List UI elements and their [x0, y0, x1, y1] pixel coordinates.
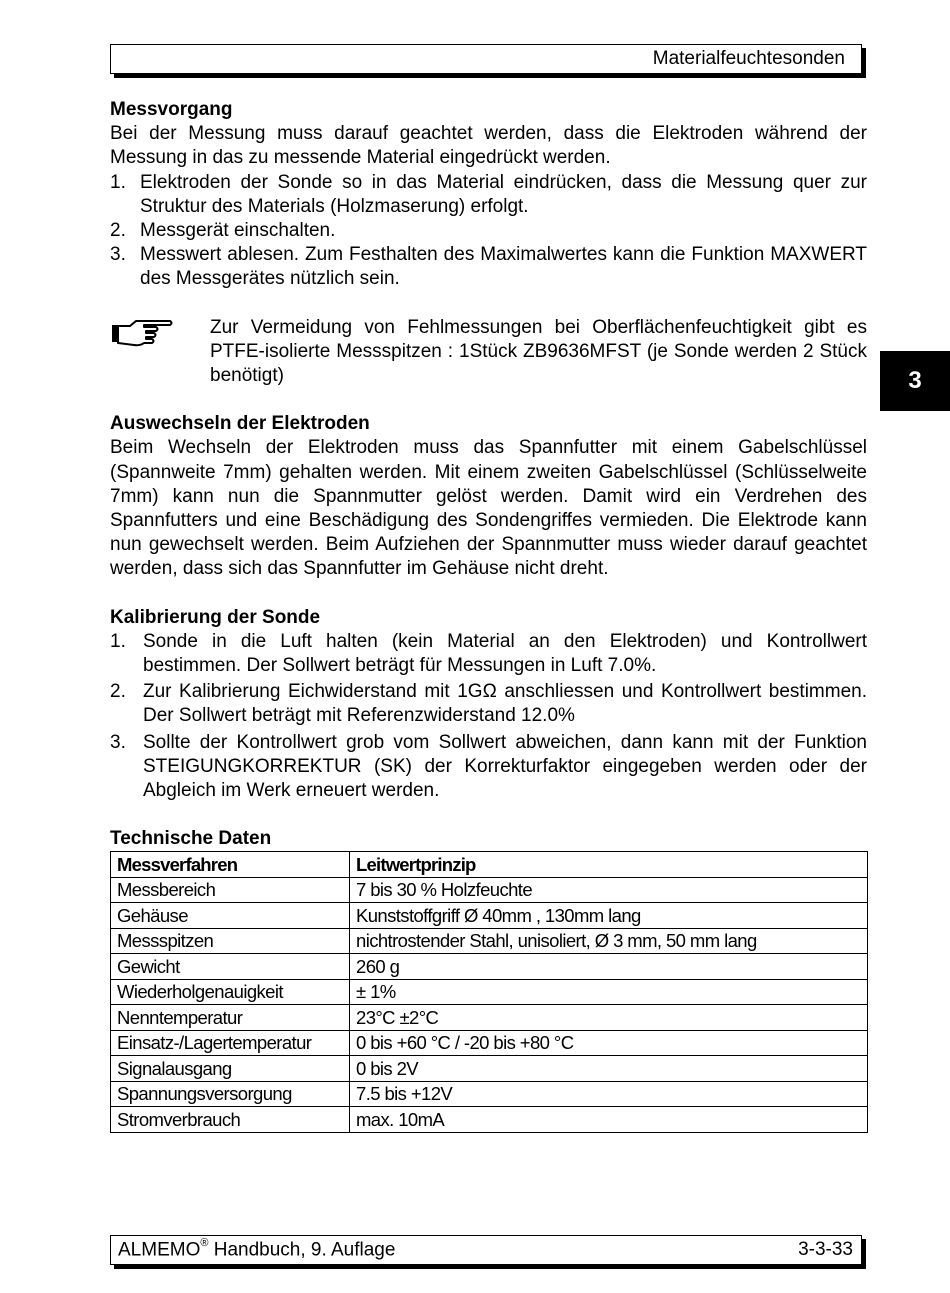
- table-cell-label: Nenntemperatur: [111, 1005, 350, 1031]
- section-heading-messvorgang: Messvorgang: [110, 99, 233, 120]
- table-cell-label: Wiederholgenauigkeit: [111, 979, 350, 1005]
- footer-brand: ALMEMO: [118, 1239, 201, 1261]
- list-number: 3.: [110, 731, 126, 753]
- section-heading-auswechseln: Auswechseln der Elektroden: [110, 413, 370, 435]
- chapter-tab: 3: [880, 351, 950, 411]
- table-cell-label: Gehäuse: [111, 903, 350, 929]
- list-text: Zur Kalibrierung Eichwiderstand mit 1GΩ anschliessen und Kontrollwert bestimmen. Der Sollwert beträgt mit Referenzwiderstand 12.0%: [143, 681, 867, 727]
- list-text: Sonde in die Luft halten (kein Material an den Elektroden) und Kontrollwert bestimmen. Der Sollwert beträgt für Messungen in Luft 7.0%.: [143, 630, 867, 677]
- list-text: Messgerät einschalten.: [140, 220, 336, 242]
- list-item: [110, 630, 867, 678]
- section-heading-kalibrierung: Kalibrierung der Sonde: [110, 606, 321, 628]
- page-header: [110, 44, 862, 74]
- registered-mark: ®: [200, 1237, 209, 1249]
- page-content: [110, 98, 867, 1133]
- list-text: Elektroden der Sonde so in das Material eindrücken, dass die Messung quer zur Struktur des Materials (Holzmaserung) erfolgt.: [140, 171, 867, 217]
- table-cell-label: Messbereich: [111, 877, 350, 903]
- table-header-cell: Leitwertprinzip: [350, 852, 868, 878]
- table-header-row: [111, 852, 868, 878]
- footer-title-text: Handbuch, 9. Auflage: [208, 1239, 396, 1261]
- note-box: [110, 316, 867, 389]
- list-number: 2.: [110, 220, 126, 242]
- table-cell-value: 0 bis 2V: [350, 1056, 868, 1082]
- table-cell-value: 7 bis 30 % Holzfeuchte: [350, 877, 868, 903]
- pointing-hand-icon: [110, 316, 176, 350]
- page-footer: [110, 1235, 862, 1265]
- messvorgang-steps: [110, 171, 867, 292]
- list-item: [110, 243, 867, 291]
- auswechseln-text: Beim Wechseln der Elektroden muss das Spannfutter mit einem Gabelschlüssel (Spannweite 7mm) gehalten werden. Mit einem zweiten Gabelschlüssel (Schlüsselweite 7mm) kann nun die Spannmutter gelöst werden. Damit wird ein Verdrehen des Spannfutters und eine Beschädigung des Sondengriffes vermieden. Die Elektrode kann nun gewechselt werden. Beim Aufziehen der Spannmutter muss wieder darauf geachtet werden, dass sich das Spannfutter im Gehäuse nicht dreht.: [110, 437, 867, 580]
- kalibrierung-steps: [110, 630, 867, 803]
- table-row: [111, 928, 868, 954]
- list-number: 1.: [110, 630, 126, 652]
- table-cell-label: Stromverbrauch: [111, 1107, 350, 1133]
- table-row: [111, 979, 868, 1005]
- list-item: [110, 219, 867, 243]
- messvorgang-intro: Bei der Messung muss darauf geachtet werden, dass die Elektroden während der Messung in das zu messende Material eingedrückt werden.: [110, 123, 867, 169]
- table-cell-label: Spannungsversorgung: [111, 1081, 350, 1107]
- table-row: [111, 1005, 868, 1031]
- section-heading-technische-daten: Technische Daten: [110, 828, 272, 850]
- table-cell-value: 260 g: [350, 954, 868, 980]
- table-row: [111, 877, 868, 903]
- table-cell-value: 0 bis +60 °C / -20 bis +80 °C: [350, 1030, 868, 1056]
- table-cell-label: Einsatz-/Lagertemperatur: [111, 1030, 350, 1056]
- table-row: [111, 903, 868, 929]
- table-cell-value: max. 10mA: [350, 1107, 868, 1133]
- table-row: [111, 1030, 868, 1056]
- table-cell-value: nichtrostender Stahl, unisoliert, Ø 3 mm, 50 mm lang: [350, 928, 868, 954]
- list-item: [110, 171, 867, 219]
- table-cell-value: 23°C ±2°C: [350, 1005, 868, 1031]
- footer-title: [118, 1239, 395, 1261]
- list-text: Messwert ablesen. Zum Festhalten des Maximalwertes kann die Funktion MAXWERT des Messgerätes nützlich sein.: [140, 244, 867, 290]
- table-header-cell: Messverfahren: [111, 852, 350, 878]
- list-number: 2.: [110, 681, 126, 703]
- table-cell-label: Messspitzen: [111, 928, 350, 954]
- table-cell-label: Signalausgang: [111, 1056, 350, 1082]
- list-text: Sollte der Kontrollwert grob vom Sollwert abweichen, dann kann mit der Funktion STEIGUNGKORREKTUR (SK) der Korrekturfaktor eingegeben werden oder der Abgleich im Werk erneuert werden.: [143, 731, 867, 802]
- table-row: [111, 1107, 868, 1133]
- note-text: Zur Vermeidung von Fehlmessungen bei Oberflächenfeuchtigkeit gibt es PTFE-isolierte Messspitzen : 1Stück ZB9636MFST (je Sonde werden 2 Stück benötigt): [210, 316, 867, 387]
- list-number: 1.: [110, 171, 126, 193]
- page-number: 3-3-33: [798, 1239, 853, 1260]
- table-cell-label: Gewicht: [111, 954, 350, 980]
- list-number: 3.: [110, 244, 126, 266]
- header-title: Materialfeuchtesonden: [652, 48, 845, 69]
- tech-data-table: [110, 851, 868, 1133]
- table-row: [111, 954, 868, 980]
- table-row: [111, 1081, 868, 1107]
- table-cell-value: ± 1%: [350, 979, 868, 1005]
- table-cell-value: 7.5 bis +12V: [350, 1081, 868, 1107]
- list-item: [110, 680, 867, 728]
- table-cell-value: Kunststoffgriff Ø 40mm , 130mm lang: [350, 903, 868, 929]
- list-item: [110, 731, 867, 804]
- table-row: [111, 1056, 868, 1082]
